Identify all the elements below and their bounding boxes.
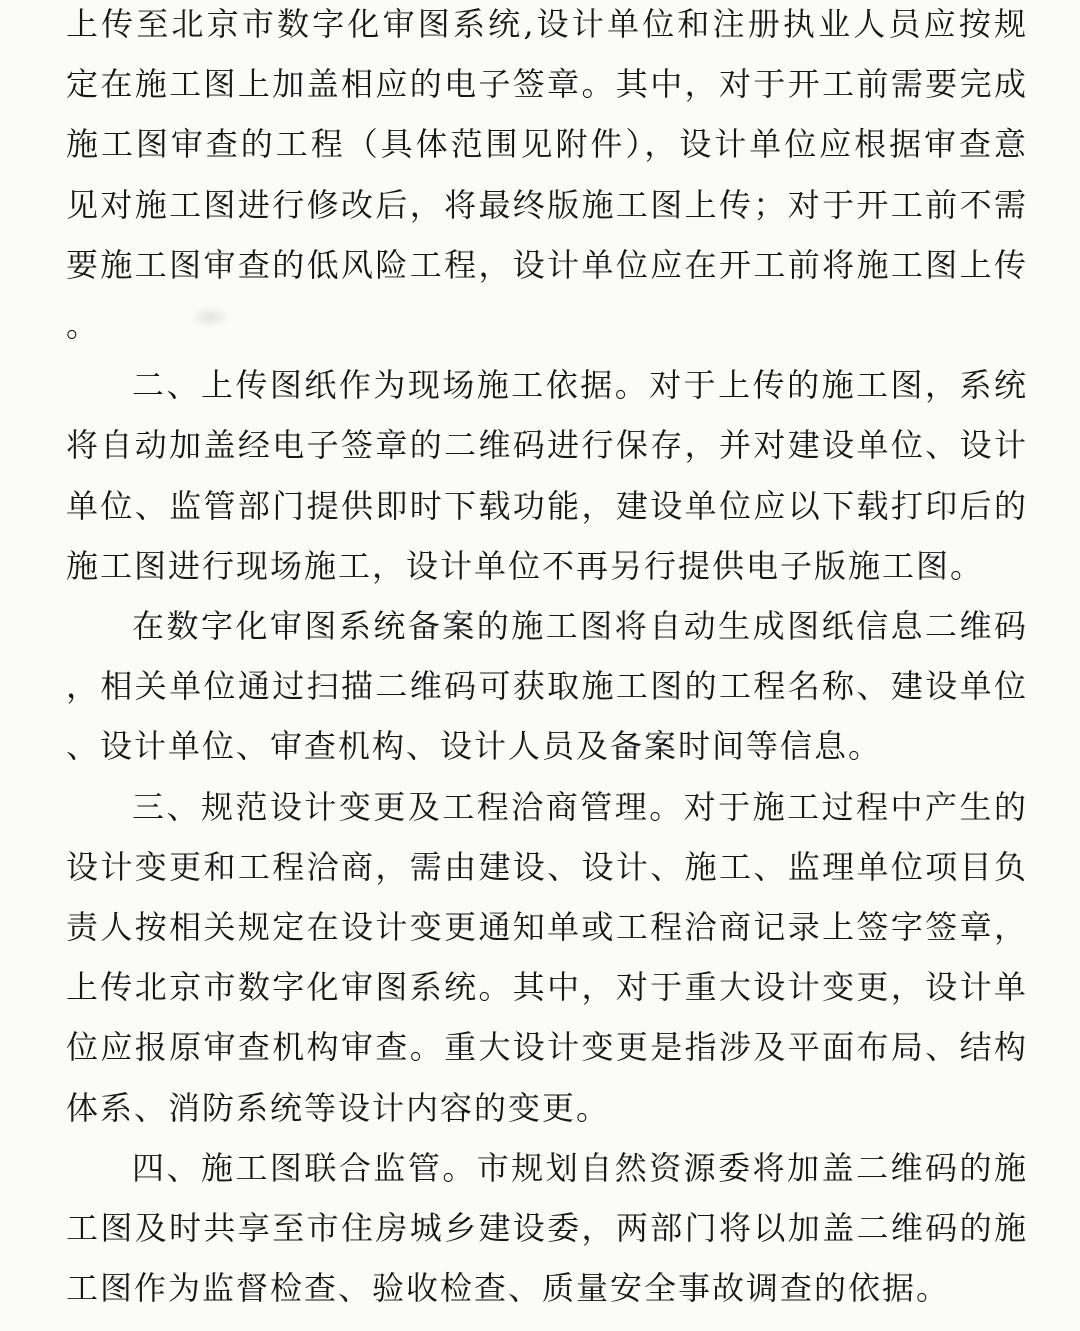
document-body xyxy=(66,0,1028,1318)
paragraph-continuation: 上传至北京市数字化审图系统,设计单位和注册执业人员应按规定在施工图上加盖相应的电子签章。其中，对于开工前需要完成施工图审查的工程（具体范围见附件），设计单位应根据审查意见对施工图进行修改后，将最终版施工图上传；对于开工前不需要施工图审查的低风险工程，设计单位应在开工前将施工图上传。 xyxy=(66,5,1028,345)
paragraph-section-2: 二、上传图纸作为现场施工依据。对于上传的施工图，系统将自动加盖经电子签章的二维码进行保存，并对建设单位、设计单位、监管部门提供即时下载功能，建设单位应以下载打印后的施工图进行现场施工，设计单位不再另行提供电子版施工图。 xyxy=(66,366,1028,585)
paragraph-section-4: 四、施工图联合监管。市规划自然资源委将加盖二维码的施工图及时共享至市住房城乡建设委，两部门将以加盖二维码的施工图作为监督检查、验收检查、质量安全事故调查的依据。 xyxy=(66,1148,1028,1308)
paragraph-qr-info: 在数字化审图系统备案的施工图将自动生成图纸信息二维码，相关单位通过扫描二维码可获取施工图的工程名称、建设单位、设计单位、审查机构、设计人员及备案时间等信息。 xyxy=(66,607,1028,766)
paragraph-section-3: 三、规范设计变更及工程洽商管理。对于施工过程中产生的设计变更和工程洽商，需由建设、设计、施工、监理单位项目负责人按相关规定在设计变更通知单或工程洽商记录上签字签章，上传北京市数字化审图系统。其中，对于重大设计变更，设计单位应报原审查机构审查。重大设计变更是指涉及平面布局、结构体系、消防系统等设计内容的变更。 xyxy=(66,787,1028,1127)
